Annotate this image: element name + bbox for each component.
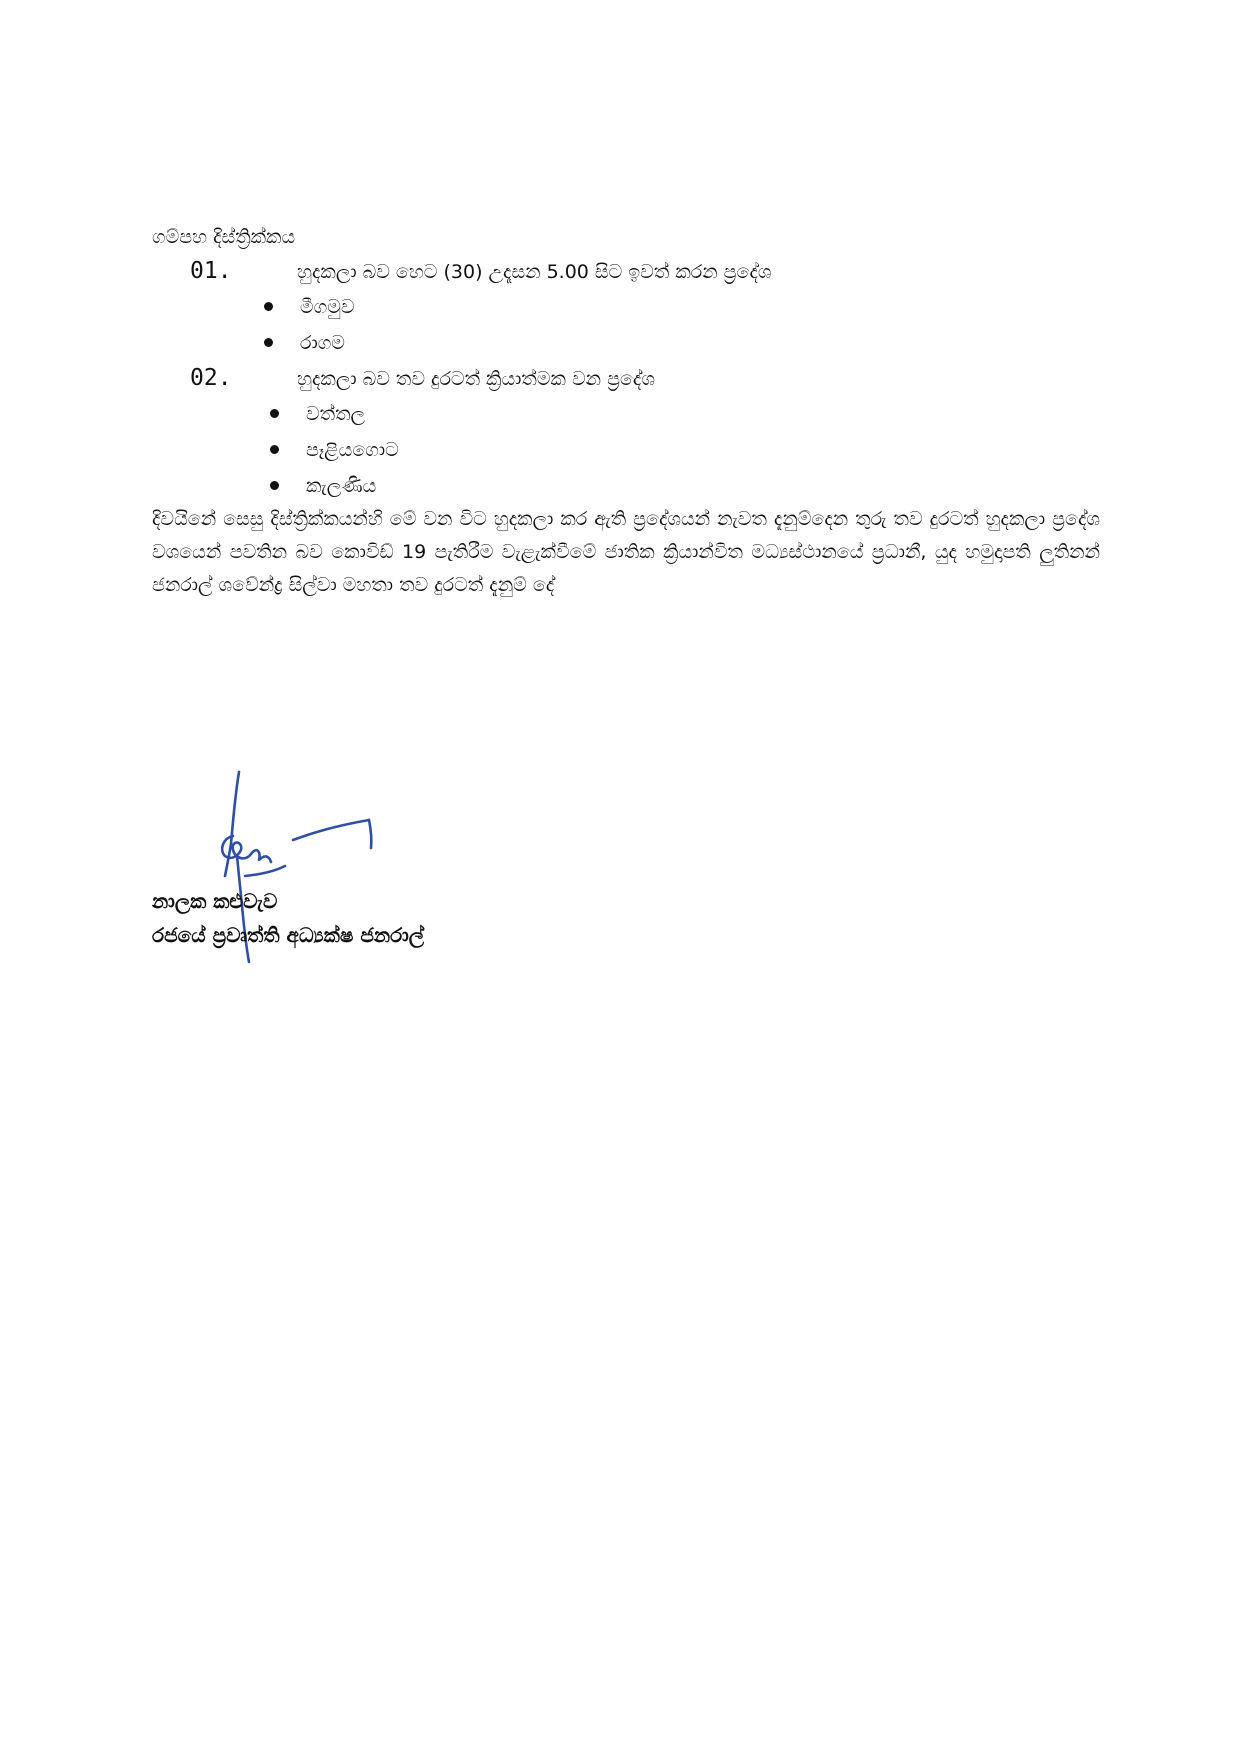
section-header	[0, 360, 1240, 396]
list-item	[0, 468, 1240, 504]
area-name: රාගම	[300, 332, 345, 354]
section-title: හුදකලා බව හෙට (30) උදෑසන 5.00 සිට ඉවත් කරන ප්‍රදේශ	[297, 261, 772, 283]
list-item	[0, 396, 1240, 432]
section-02	[0, 360, 1240, 504]
area-list	[0, 289, 1240, 361]
bullet-icon	[270, 409, 279, 418]
bullet-icon	[270, 445, 279, 454]
list-item	[0, 325, 1240, 361]
bullet-icon	[264, 338, 273, 347]
signer-title: රජයේ ප්‍රවෘත්ති අධ්‍යක්ෂ ජනරාල්	[152, 923, 425, 947]
area-list	[0, 396, 1240, 504]
area-name: මීගමුව	[300, 296, 355, 318]
signer-name: නාලක කළුවැව	[152, 889, 278, 913]
section-number: 01.	[190, 258, 232, 284]
section-header	[0, 253, 1240, 289]
area-name: පෑළියගොට	[306, 439, 399, 461]
list-item	[0, 289, 1240, 325]
section-01	[0, 253, 1240, 361]
district-heading: ගම්පහ දිස්ත්‍රික්කය	[152, 226, 296, 248]
section-title: හුදකලා බව තව දුරටත් ක්‍රියාත්මක වන ප්‍රදේශ	[297, 368, 655, 390]
bullet-icon	[270, 481, 279, 490]
area-name: කැලණිය	[306, 475, 377, 497]
area-name: වත්තල	[306, 403, 366, 425]
signer-block	[152, 884, 424, 952]
section-number: 02.	[190, 365, 232, 391]
bullet-icon	[264, 302, 273, 311]
body-paragraph: දිවයිනේ සෙසු දිස්ත්‍රික්කයන්හි මේ වන විට හුදකලා කර ඇති ප්‍රදේශයන් නැවත දැනුම්දෙන තුරු තව දුරටත් හුදකලා ප්‍රදේශ වශයෙන් පවතින බව කොවිඩ් 19 පැතිරීම වැළැක්වීමේ ජාතික ක්‍රියාන්විත මධ්‍යස්ථානයේ ප්‍රධානී, යුද හමුදාපති ලුතිනන් ජනරාල් ශවේන්ද්‍ර සිල්වා මහතා තව දුරටත් දැනුම් දේ	[152, 508, 1100, 596]
list-item	[0, 432, 1240, 468]
